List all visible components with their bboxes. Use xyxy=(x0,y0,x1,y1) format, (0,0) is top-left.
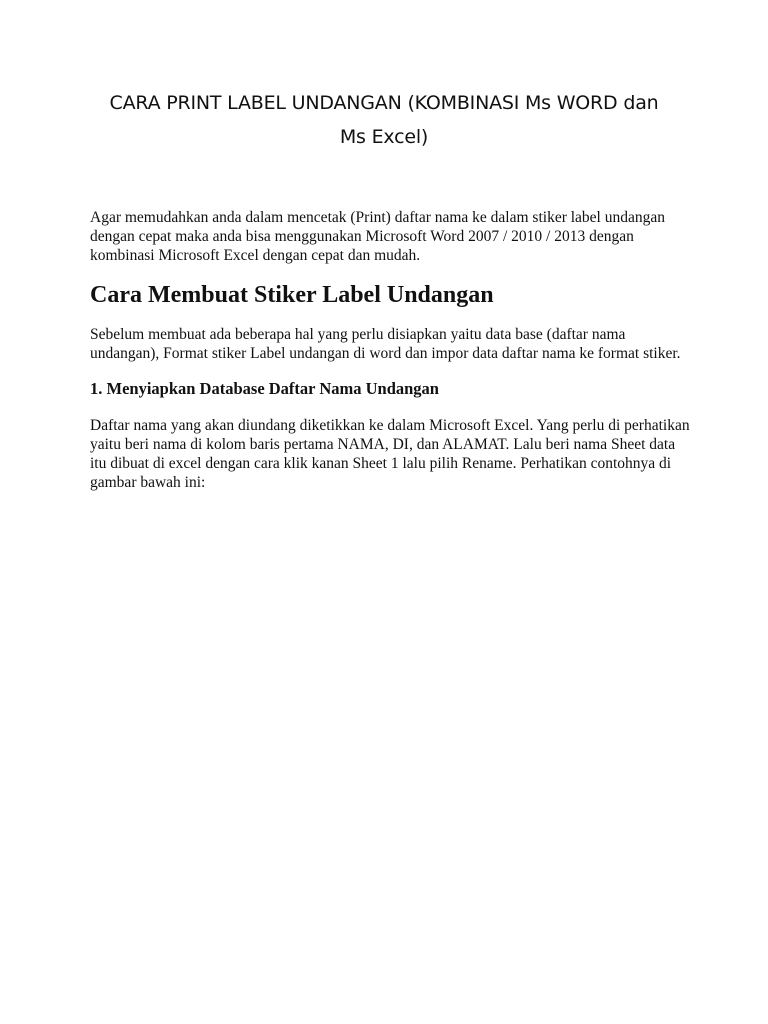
section-heading: Cara Membuat Stiker Label Undangan xyxy=(90,282,494,308)
title-line: CARA PRINT LABEL UNDANGAN (KOMBINASI Ms WORD dan xyxy=(109,92,659,114)
text-line: undangan), Format stiker Label undangan di word dan impor data daftar nama ke format stiker. xyxy=(90,345,681,362)
subsection-paragraph xyxy=(90,416,700,492)
title-line: Ms Excel) xyxy=(339,126,429,148)
text-line: dengan cepat maka anda bisa menggunakan Microsoft Word 2007 / 2010 / 2013 dengan xyxy=(90,228,634,245)
intro-paragraph xyxy=(90,208,700,265)
text-line: Sebelum membuat ada beberapa hal yang perlu disiapkan yaitu data base (daftar nama xyxy=(90,326,626,343)
document-title xyxy=(92,86,676,154)
text-line: gambar bawah ini: xyxy=(90,474,206,491)
subsection-heading: 1. Menyiapkan Database Daftar Nama Undangan xyxy=(90,379,439,398)
section-paragraph xyxy=(90,325,700,363)
text-line: itu dibuat di excel dengan cara klik kanan Sheet 1 lalu pilih Rename. Perhatikan contohnya di xyxy=(90,455,672,472)
text-line: yaitu beri nama di kolom baris pertama NAMA, DI, dan ALAMAT. Lalu beri nama Sheet data xyxy=(90,436,676,453)
text-line: kombinasi Microsoft Excel dengan cepat dan mudah. xyxy=(90,247,421,264)
text-line: Agar memudahkan anda dalam mencetak (Print) daftar nama ke dalam stiker label undangan xyxy=(90,209,665,226)
text-line: Daftar nama yang akan diundang diketikkan ke dalam Microsoft Excel. Yang perlu di perhatikan xyxy=(90,417,690,434)
